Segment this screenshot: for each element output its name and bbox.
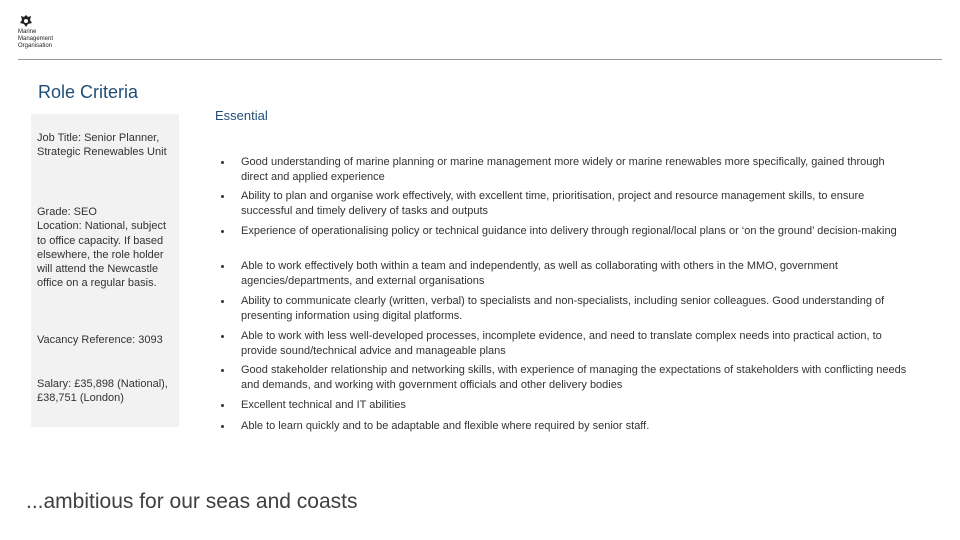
criterion-text: Experience of operationalising policy or technical guidance into delivery through regional/local plans or ‘on the ground’ decision-making: [241, 225, 897, 237]
bullet-icon: [221, 425, 224, 428]
bullet-icon: [221, 161, 224, 164]
logo-line: Organisation: [18, 43, 53, 49]
bullet-icon: [221, 265, 224, 268]
criterion-text: Good stakeholder relationship and networking skills, with experience of managing the expectations of stakeholders with conflicting needs and demands, and working with government officials and other delivery bodies: [241, 364, 907, 391]
bullet-icon: [221, 230, 224, 233]
bullet-icon: [221, 404, 224, 407]
essential-header: Essential: [215, 108, 268, 123]
header-divider: [18, 59, 942, 60]
logo-line: Management: [18, 36, 54, 42]
tagline: ...ambitious for our seas and coasts: [26, 490, 358, 513]
criterion-text: Able to learn quickly and to be adaptable and flexible where required by senior staff.: [241, 420, 650, 432]
grade: Grade: SEO: [37, 206, 97, 218]
criterion-text: Ability to plan and organise work effectively, with excellent time, prioritisation, project and resource management skills, to ensure successful and timely delivery of tasks and outputs: [241, 190, 865, 217]
criterion-text: Excellent technical and IT abilities: [241, 399, 406, 411]
page-title: Role Criteria: [38, 82, 139, 102]
logo-wordmark: [18, 29, 78, 50]
logo-line: Marine: [18, 29, 37, 35]
role-details-panel: [31, 114, 179, 427]
criterion-text: Able to work with less well-developed processes, incomplete evidence, and need to translate complex needs into practical action, to provide sound/technical advice and manageable plans: [241, 330, 882, 357]
mmo-logo: [18, 14, 78, 50]
bullet-icon: [221, 335, 224, 338]
criterion-text: Good understanding of marine planning or marine management more widely or marine renewables more specifically, gained through direct and applied experience: [241, 156, 885, 183]
crest-icon: [18, 14, 34, 28]
job-title: Job Title: Senior Planner, Strategic Renewables Unit: [37, 132, 167, 159]
vacancy-reference: Vacancy Reference: 3093: [37, 334, 163, 346]
bullet-icon: [221, 195, 224, 198]
bullet-icon: [221, 369, 224, 372]
salary: Salary: £35,898 (National), £38,751 (London): [37, 378, 168, 405]
criterion-text: Ability to communicate clearly (written, verbal) to specialists and non-specialists, including senior colleagues. Good understanding of presenting information using digital platforms.: [241, 295, 885, 322]
location: Location: National, subject to office capacity. If based elsewhere, the role holder will attend the Newcastle office on a regular basis.: [37, 220, 167, 290]
bullet-icon: [221, 300, 224, 303]
grade-location: [37, 205, 171, 291]
criterion-text: Able to work effectively both within a team and independently, as well as collaborating with others in the MMO, government agencies/departments, and external organisations: [241, 260, 838, 287]
